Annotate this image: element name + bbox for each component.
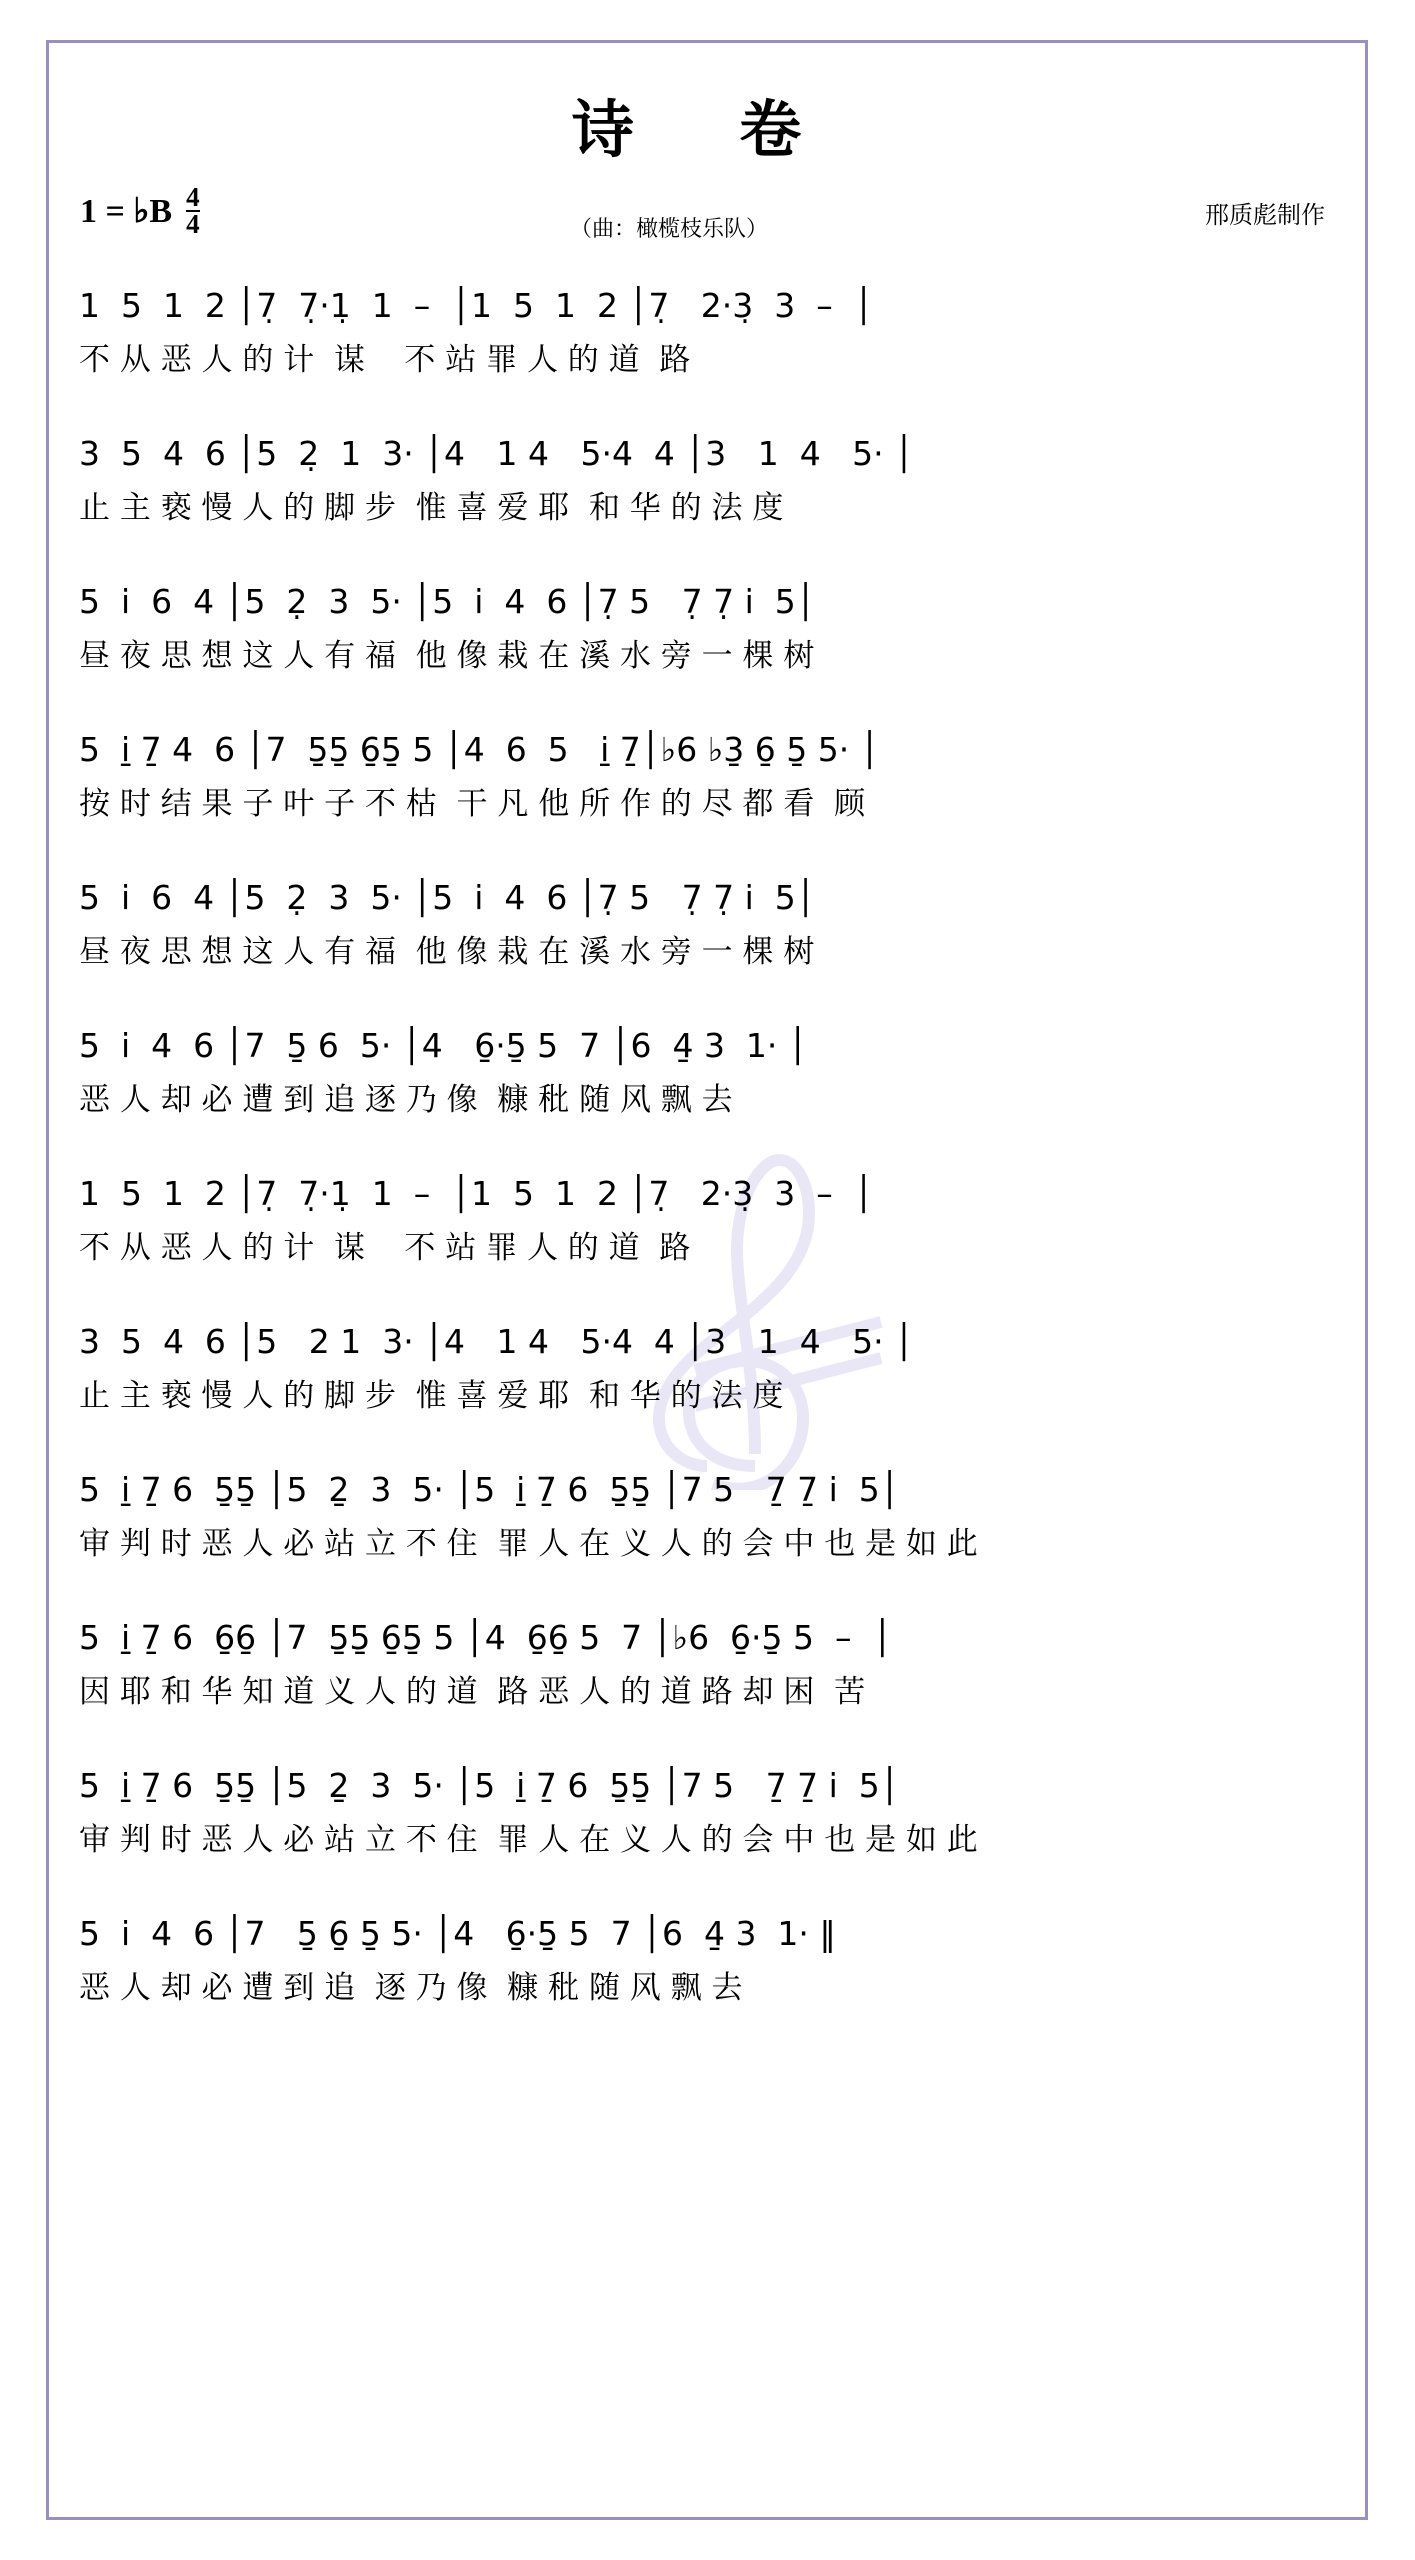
music-system (65, 1612, 1350, 1726)
lyrics-line: 不 从 恶 人 的 计 谋 不 站 罪 人 的 道 路 (79, 1230, 691, 1266)
music-system (65, 724, 1350, 838)
system-spacer (0, 990, 1415, 1020)
music-systems (0, 280, 1415, 2026)
key-signature-text: 1 = ♭B (80, 192, 173, 230)
music-system (65, 1168, 1350, 1282)
time-signature (186, 182, 200, 239)
system-spacer (0, 694, 1415, 724)
music-system (65, 1908, 1350, 2022)
notation-line: 5 i̱ 7̱ 6 5̱5̱ │5 2̱ 3 5· │5 i̱ 7̱ 6 5̱5̱ │7 5 7̱ 7̱ i 5│ (79, 1470, 900, 1509)
notation-line: 1 5 1 2 │7̣ 7̣·1̣ 1 – │1 5 1 2 │7̣ 2·3̣ 3 – │ (79, 1174, 874, 1213)
notation-line: 1 5 1 2 │7̣ 7̣·1̣ 1 – │1 5 1 2 │7̣ 2·3̣ 3 – │ (79, 286, 874, 325)
notation-line: 3 5 4 6 │5 2 1 3· │4 1 4 5·4 4 │3 1 4 5· │ (79, 1322, 915, 1361)
system-spacer (0, 1582, 1415, 1612)
lyrics-line: 因 耶 和 华 知 道 义 人 的 道 路 恶 人 的 道 路 却 困 苦 (79, 1674, 866, 1710)
system-spacer (0, 1434, 1415, 1464)
arranger-credit: 邢质彪制作 (1205, 201, 1325, 229)
lyrics-line: 昼 夜 思 想 这 人 有 福 他 像 栽 在 溪 水 旁 一 棵 树 (79, 934, 815, 970)
system-spacer (0, 842, 1415, 872)
music-system (65, 280, 1350, 394)
system-spacer (0, 1138, 1415, 1168)
notation-line: 5 i 6 4 │5 2̣ 3 5· │5 i 4 6 │7̣ 5 7̣ 7̣ i 5│ (79, 878, 816, 917)
composer-credit: （曲：橄榄枝乐队） (570, 217, 769, 242)
music-system (65, 428, 1350, 542)
lyrics-line: 恶 人 却 必 遭 到 追 逐 乃 像 糠 秕 随 风 飘 去 (79, 1970, 743, 2006)
system-spacer (0, 546, 1415, 576)
music-system (65, 1464, 1350, 1578)
notation-line: 5 i 6 4 │5 2̣ 3 5· │5 i 4 6 │7̣ 5 7̣ 7̣ i 5│ (79, 582, 816, 621)
notation-line: 5 i̱ 7̱ 6 5̱5̱ │5 2̱ 3 5· │5 i̱ 7̱ 6 5̱5̱ │7 5 7̱ 7̱ i 5│ (79, 1766, 900, 1805)
time-signature-denominator: 4 (186, 208, 200, 239)
lyrics-line: 昼 夜 思 想 这 人 有 福 他 像 栽 在 溪 水 旁 一 棵 树 (79, 638, 815, 674)
music-system (65, 1760, 1350, 1874)
system-spacer (0, 1286, 1415, 1316)
notation-line: 5 i 4 6 │7 5̱ 6 5· │4 6̱·5̱ 5 7 │6 4̱ 3 1· │ (79, 1026, 808, 1065)
system-spacer (0, 398, 1415, 428)
music-system (65, 576, 1350, 690)
system-spacer (0, 1730, 1415, 1760)
page-title: 诗 卷 (571, 93, 844, 166)
music-system (65, 1316, 1350, 1430)
time-signature-numerator: 4 (186, 182, 200, 212)
music-system (65, 1020, 1350, 1134)
key-signature (80, 182, 200, 239)
lyrics-line: 按 时 结 果 子 叶 子 不 枯 干 凡 他 所 作 的 尽 都 看 顾 (79, 786, 866, 822)
music-system (65, 872, 1350, 986)
lyrics-line: 审 判 时 恶 人 必 站 立 不 住 罪 人 在 义 人 的 会 中 也 是 如 此 (79, 1822, 978, 1858)
lyrics-line: 恶 人 却 必 遭 到 追 逐 乃 像 糠 秕 随 风 飘 去 (79, 1082, 733, 1118)
lyrics-line: 不 从 恶 人 的 计 谋 不 站 罪 人 的 道 路 (79, 342, 691, 378)
notation-line: 5 i̱ 7̱ 6 6̱6̱ │7 5̱5̱ 6̱5̱ 5 │4 6̱6̱ 5 7 │♭6 6̱·5̱ 5 – │ (79, 1618, 893, 1657)
lyrics-line: 止 主 亵 慢 人 的 脚 步 惟 喜 爱 耶 和 华 的 法 度 (79, 490, 784, 526)
system-spacer (0, 1878, 1415, 1908)
notation-line: 3 5 4 6 │5 2̣ 1 3· │4 1 4 5·4 4 │3 1 4 5· │ (79, 434, 915, 473)
notation-line: 5 i 4 6 │7 5̱ 6̱ 5̱ 5· │4 6̱·5̱ 5 7 │6 4̱ 3 1· ‖ (79, 1914, 836, 1953)
notation-line: 5 i̱ 7̱ 4 6 │7 5̱5̱ 6̱5̱ 5 │4 6 5 i̱ 7̱│♭6 ♭3̱ 6̱ 5̱ 5· │ (79, 730, 880, 769)
lyrics-line: 止 主 亵 慢 人 的 脚 步 惟 喜 爱 耶 和 华 的 法 度 (79, 1378, 784, 1414)
lyrics-line: 审 判 时 恶 人 必 站 立 不 住 罪 人 在 义 人 的 会 中 也 是 如 此 (79, 1526, 978, 1562)
